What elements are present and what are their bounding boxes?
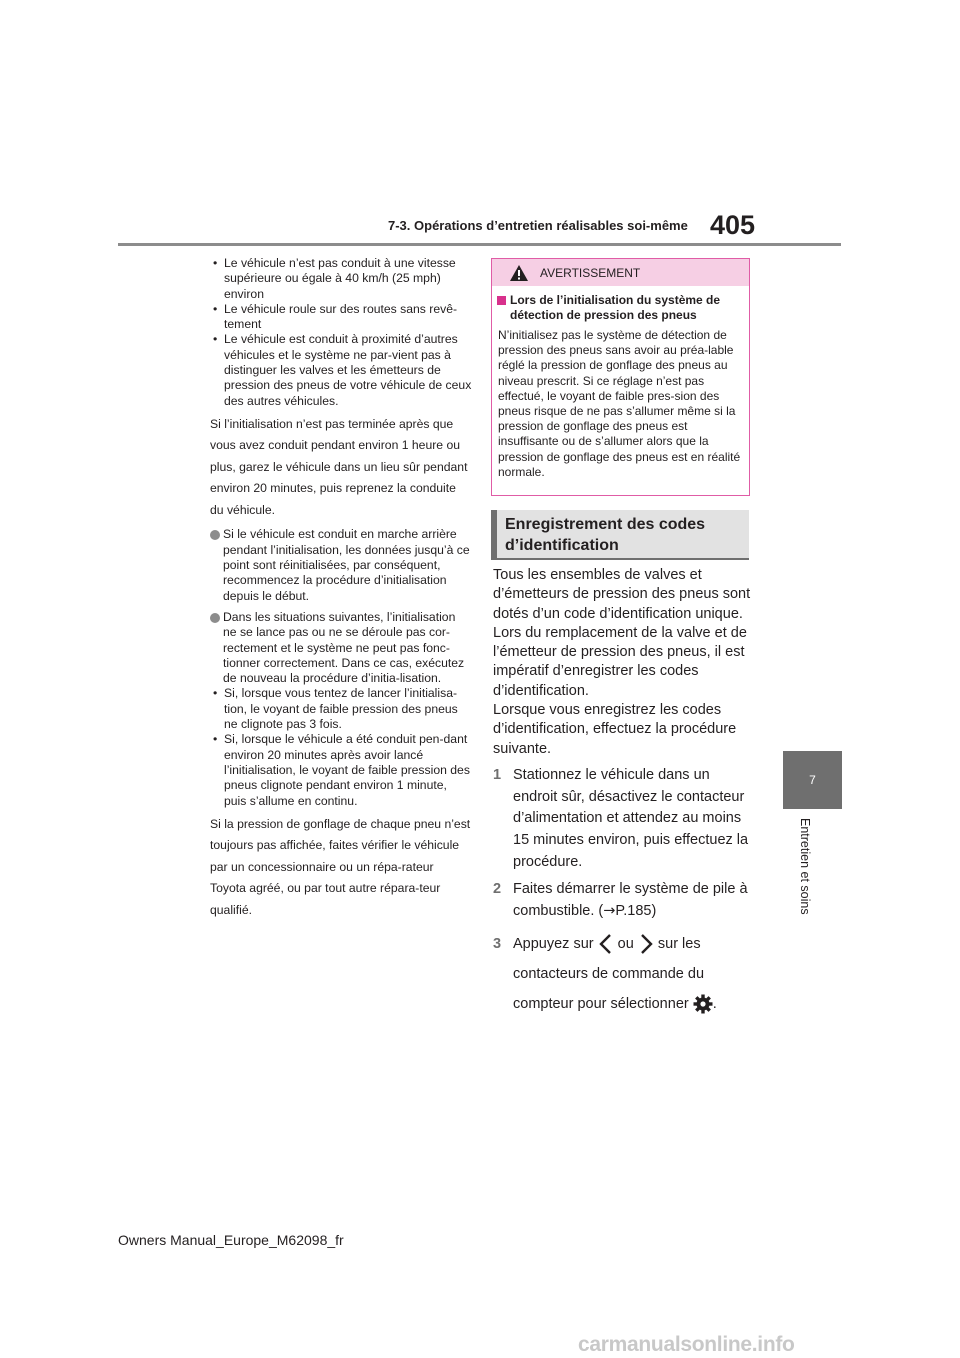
chapter-tab[interactable]: 7: [783, 751, 842, 809]
warning-square-icon: [497, 296, 506, 305]
paragraph: Si la pression de gonflage de chaque pneu n’est toujours pas affichée, faites vérifier le véhicule par un concessionnaire ou un répa-rateur Toyota agréé, ou par tout autre répara-teur qualifié.: [210, 816, 471, 917]
chevron-left-icon: [598, 933, 614, 955]
step-text: Appuyez sur: [513, 935, 594, 952]
warning-header: [492, 259, 749, 286]
page-reference-link[interactable]: P.185: [615, 903, 652, 920]
step-3: [493, 929, 751, 1019]
step-number: 3: [493, 935, 502, 952]
step-text-or: ou: [617, 935, 634, 952]
website-watermark[interactable]: carmanualsonline.info: [578, 1333, 795, 1356]
arrow-right-icon: →: [603, 903, 616, 920]
list-item: • Le véhicule n’est pas conduit à une vitesse supérieure ou égale à 40 km/h (25 mph) environ: [210, 256, 472, 302]
warning-triangle-icon: [510, 265, 528, 281]
list-item: • Si, lorsque vous tentez de lancer l’initialisa-tion, le voyant de faible pression des pneus ne clignote pas 3 fois.: [210, 686, 472, 732]
warning-title: AVERTISSEMENT: [540, 266, 641, 280]
list-item: • Le véhicule roule sur des routes sans revê-tement: [210, 302, 472, 333]
step-text: Faites démarrer le système de pile à combustible. (: [513, 881, 748, 920]
paragraph: Si l’initialisation n’est pas terminée après que vous avez conduit pendant environ 1 heure ou plus, garez le véhicule dans un lieu sûr pendant environ 20 minutes, puis reprenez la conduite du véhicule.: [210, 416, 468, 517]
step-1: [493, 765, 751, 874]
step-text-end: ): [651, 903, 657, 920]
document-name: Owners Manual_Europe_M62098_fr: [118, 1232, 344, 1248]
list-item: • Le véhicule est conduit à proximité d’autres véhicules et le système ne par-vient pas à distinguer les valves et les émetteurs de pression des pneus de votre véhicule de ceux des autres véhicules.: [210, 332, 472, 408]
list-item: • Si, lorsque le véhicule a été conduit pen-dant environ 20 minutes après avoir lancé l’initialisation, le voyant de faible pression des pneus clignote pendant environ 1 minute, puis s’allume en continu.: [210, 732, 472, 808]
section-intro: Tous les ensembles de valves et d’émetteurs de pression des pneus sont dotés d’un code d’identification unique. Lors du remplacement de la valve et de l’émetteur de pression des pneus, il est impératif d’enregistrer les codes d’identification.: [493, 567, 751, 699]
step-2: [493, 879, 751, 922]
chevron-right-icon: [638, 933, 654, 955]
step-text-continued: sur les contacteurs de commande du compteur pour sélectionner: [513, 935, 705, 1012]
gear-settings-icon: [693, 994, 713, 1014]
section-title: Enregistrement des codes d’identification: [505, 516, 706, 554]
warning-body: N’initialisez pas le système de détection de pression des pneus sans avoir au préa-lable réglé la pression de gonflage des pneus au niveau prescrit. Si ce réglage n’est pas effectué, le voyant de faible pres-sion des pneus risque de ne pas s’allumer même si la pression de gonflage des pneus est insuffisante ou de s’allumer alors que la pression de gonflage des pneus est en réalité normale.: [498, 328, 741, 479]
step-number: 2: [493, 881, 502, 898]
header-rule: [118, 243, 841, 246]
section-intro-2: Lorsque vous enregistrez les codes d’identification, effectuez la procédure suivante.: [493, 702, 737, 757]
section-heading: [491, 510, 749, 558]
chapter-title: 7-3. Opérations d’entretien réalisables soi-même: [388, 218, 688, 233]
chapter-side-label: [752, 818, 872, 928]
dot-item: Si le véhicule est conduit en marche arrière pendant l’initialisation, les données jusqu’à ce point sont réinitialisées, par conséquent, recommencez la procédure d’initialisation depuis le début.: [210, 527, 472, 603]
page-number: 405: [710, 210, 756, 240]
right-column: [493, 566, 751, 1019]
chapter-label-text: Entretien et soins: [798, 818, 812, 915]
warning-subtitle: [492, 293, 749, 323]
section-accent-bar: [491, 510, 497, 558]
left-column: [210, 256, 472, 926]
section-rule: [491, 558, 749, 560]
step-number: 1: [493, 766, 502, 783]
step-text: Stationnez le véhicule dans un endroit sûr, désactivez le contacteur d’alimentation et attendez au moins 15 minutes environ, puis effectuez la procédure.: [513, 766, 749, 870]
warning-subtitle-text: Lors de l’initialisation du système de détection de pression des pneus: [510, 293, 721, 322]
step-text-end: .: [712, 995, 717, 1012]
dot-item: Dans les situations suivantes, l’initialisation ne se lance pas ou ne se déroule pas cor-rectement et le système ne peut pas fonc-tionner correctement. Dans ce cas, exécutez de nouveau la procédure d’initia-lisation.: [210, 610, 472, 686]
warning-box: [491, 258, 750, 496]
